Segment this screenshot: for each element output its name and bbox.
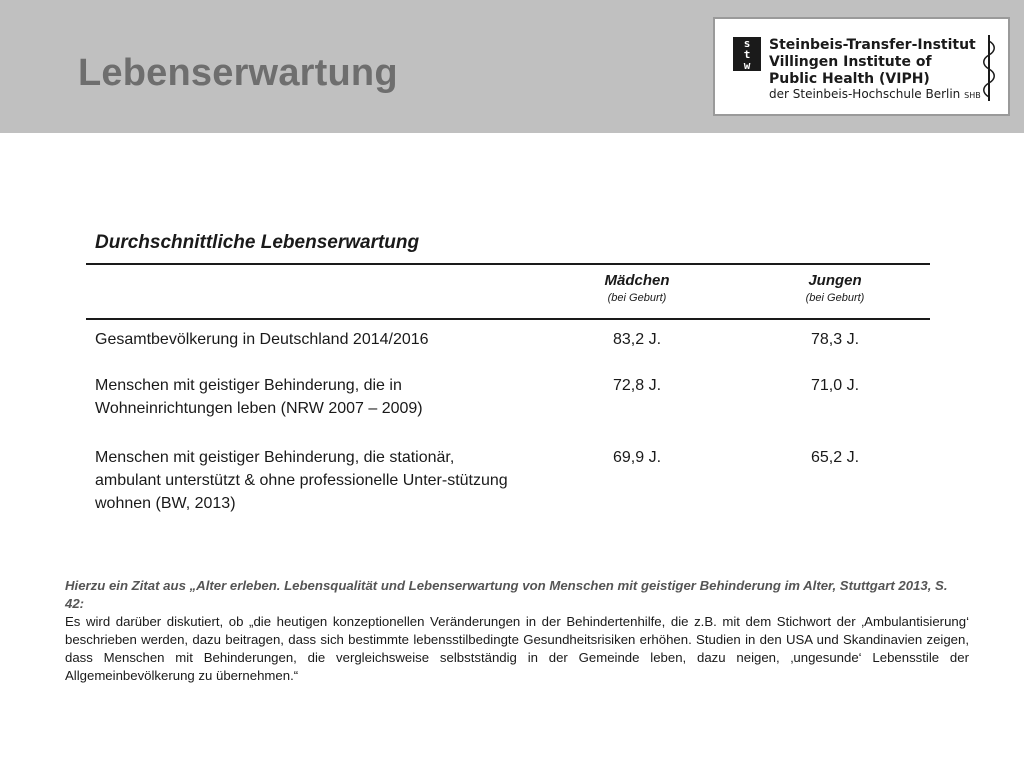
column-header-jungen-label: Jungen <box>808 272 862 289</box>
table-cell-maedchen: 72,8 J. <box>612 377 662 394</box>
column-header-jungen <box>755 272 915 304</box>
table-row-label: Gesamtbevölkerung in Deutschland 2014/2016 <box>95 331 429 348</box>
column-header-maedchen-label: Mädchen <box>604 272 670 289</box>
table-cell-jungen: 65,2 J. <box>810 449 860 466</box>
quote-heading: Hierzu ein Zitat aus „Alter erleben. Lebensqualität und Lebenserwartung von Menschen mit geistiger Behinderung im Alter, Stuttgart 2013, S. 42: <box>65 578 948 611</box>
logo-mark-text: stw <box>743 37 751 72</box>
quote-block <box>65 577 969 685</box>
table-row-label: Menschen mit geistiger Behinderung, die stationär, ambulant unterstützt & ohne professionelle Unter-stützung wohnen (BW, 2013) <box>95 449 508 512</box>
table-cell-maedchen: 83,2 J. <box>612 331 662 348</box>
quote-body: Es wird darüber diskutiert, ob „die heutigen konzeptionellen Veränderungen in der Behindertenhilfe, die z.B. mit dem Stichwort der ‚Ambulantisierung‘ beschrieben werden, dazu beitragen, dass sich bestimmte lebensstilbedingte Gesundheitsrisiken erhöhen. Studien in den USA und Skandinavien zeigen, dass Menschen mit Behinderungen, die vergleichsweise selbstständig in der Gemeinde leben, dazu neigen, ‚ungesunde‘ Lebensstile der Allgemeinbevölkerung zu übernehmen.“ <box>65 614 969 683</box>
institute-logo <box>713 17 1010 116</box>
logo-line-1: Steinbeis-Transfer-Institut <box>769 37 976 53</box>
slide-title: Lebenserwartung <box>78 52 398 94</box>
logo-line-3: Public Health (VIPH) <box>769 71 930 87</box>
stw-logo-mark <box>733 37 761 71</box>
table-cell-jungen: 71,0 J. <box>810 377 860 394</box>
logo-line-4-suffix: SHB <box>964 91 981 100</box>
table-row-label: Menschen mit geistiger Behinderung, die in Wohneinrichtungen leben (NRW 2007 – 2009) <box>95 377 423 417</box>
logo-line-4 <box>769 87 981 101</box>
column-header-maedchen <box>557 272 717 304</box>
column-header-maedchen-sub: (bei Geburt) <box>607 292 667 304</box>
table-cell-jungen: 78,3 J. <box>810 331 860 348</box>
table-header-rule <box>86 318 930 320</box>
logo-line-4-text: der Steinbeis-Hochschule Berlin <box>769 87 961 101</box>
column-header-jungen-sub: (bei Geburt) <box>805 292 865 304</box>
table-top-rule <box>86 263 930 265</box>
caduceus-icon <box>980 33 998 103</box>
table-title: Durchschnittliche Lebenserwartung <box>95 232 420 253</box>
logo-line-2: Villingen Institute of <box>769 54 932 70</box>
table-cell-maedchen: 69,9 J. <box>612 449 662 466</box>
